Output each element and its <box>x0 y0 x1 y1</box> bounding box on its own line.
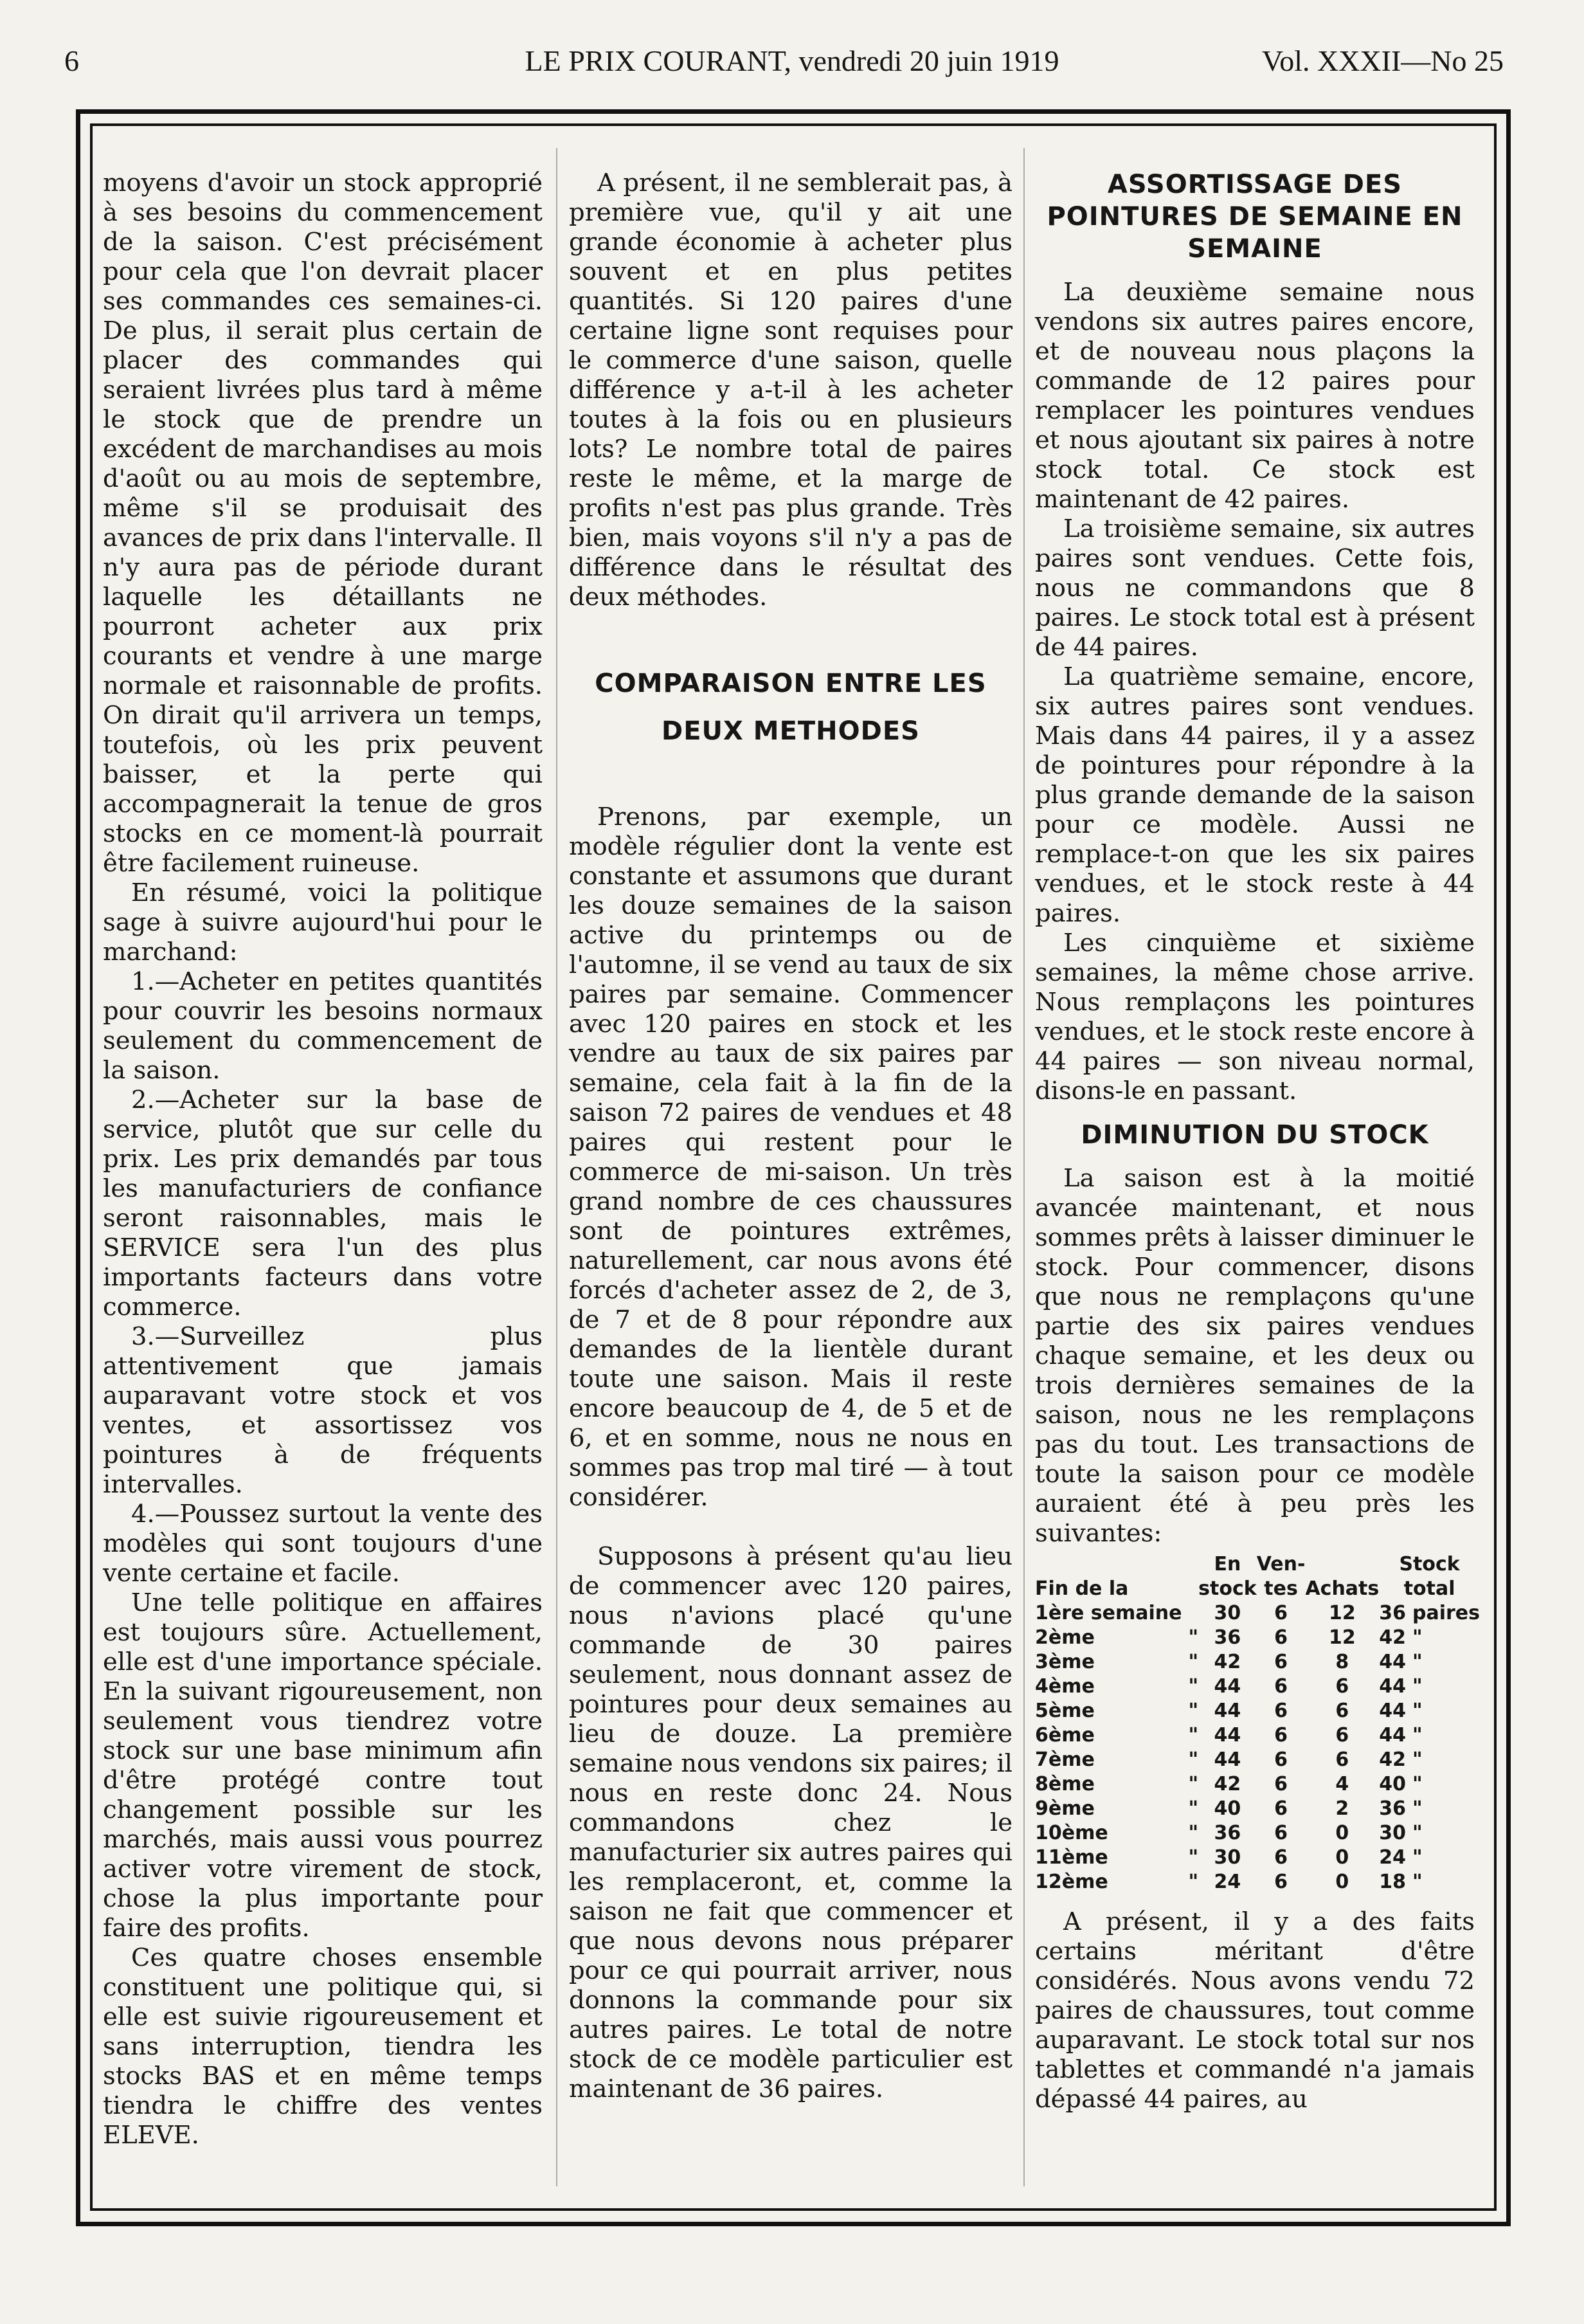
ditto-mark: " <box>1188 1626 1199 1649</box>
volume-number: Vol. XXXII—No 25 <box>1261 44 1504 77</box>
row-label: 7ème <box>1035 1748 1095 1771</box>
table-row <box>1035 1821 1480 1846</box>
purchases-cell: 0 <box>1335 1871 1349 1893</box>
sales-cell: 6 <box>1274 1748 1288 1771</box>
purchases-cell: 12 <box>1328 1626 1356 1649</box>
table-header: Ven- <box>1256 1553 1306 1575</box>
page-title: LE PRIX COURANT, vendredi 20 juin 1919 <box>525 44 1059 77</box>
row-label: 4ème <box>1035 1675 1095 1698</box>
unit-cell: " <box>1412 1748 1423 1771</box>
section-heading: COMPARAISON ENTRE LES DEUX METHODES <box>595 669 987 746</box>
unit-cell: paires <box>1412 1602 1480 1624</box>
column-3 <box>1035 168 1480 2114</box>
stock-cell: 36 <box>1214 1626 1241 1649</box>
sales-cell: 6 <box>1274 1626 1288 1649</box>
row-label: 8ème <box>1035 1773 1095 1795</box>
column-1 <box>103 168 543 2150</box>
ditto-mark: " <box>1188 1846 1199 1869</box>
unit-cell: " <box>1412 1700 1423 1722</box>
table-header: Stock <box>1399 1553 1460 1575</box>
ditto-mark: " <box>1188 1700 1199 1722</box>
paragraph: La deuxième semaine nous vendons six autres paires encore, et de nouveau nous plaçons la commande de 12 paires pour remplacer les pointures vendues et nous ajoutant six paires à notre stock total. Ce stock est maintenant de 42 paires. <box>1035 278 1475 514</box>
ditto-mark: " <box>1188 1797 1199 1820</box>
row-label: 6ème <box>1035 1724 1095 1747</box>
sales-cell: 6 <box>1274 1846 1288 1869</box>
table-row <box>1035 1797 1480 1821</box>
row-label: 12ème <box>1035 1871 1108 1893</box>
purchases-cell: 0 <box>1335 1822 1349 1844</box>
table-row <box>1035 1699 1480 1723</box>
sales-cell: 6 <box>1274 1797 1288 1820</box>
unit-cell: " <box>1412 1846 1423 1869</box>
list-item: 4.—Poussez surtout la vente des modèles qui sont toujours d'une vente certaine et facile. <box>103 1500 543 1588</box>
ditto-mark: " <box>1188 1871 1199 1893</box>
ditto-mark: " <box>1188 1651 1199 1673</box>
purchases-cell: 6 <box>1335 1724 1349 1747</box>
unit-cell: " <box>1412 1871 1423 1893</box>
total-cell: 36 <box>1379 1797 1406 1820</box>
table-row <box>1035 1675 1480 1699</box>
row-label: 5ème <box>1035 1700 1095 1722</box>
table-row <box>1035 1601 1480 1626</box>
row-label: 1ère semaine <box>1035 1602 1182 1624</box>
purchases-cell: 12 <box>1328 1602 1356 1624</box>
stock-cell: 30 <box>1214 1602 1241 1624</box>
row-label: 10ème <box>1035 1822 1108 1844</box>
sales-cell: 6 <box>1274 1602 1288 1624</box>
table-header: stock <box>1198 1577 1257 1600</box>
table-row <box>1035 1870 1480 1894</box>
table-header: Achats <box>1305 1577 1380 1600</box>
total-cell: 40 <box>1379 1773 1406 1795</box>
paragraph: Une telle politique en affaires est toujours sûre. Actuellement, elle est d'une importance spéciale. En la suivant rigoureusement, non seulement vous tiendrez votre stock sur une base minimum afin d'être protégé contre tout changement possible sur les marchés, mais aussi vous pourrez activer votre virement de stock, chose la plus importante pour faire des profits. <box>103 1588 543 1943</box>
paragraph: A présent, il y a des faits certains méritant d'être considérés. Nous avons vendu 72 paires de chaussures, tout comme auparavant. Le stock total sur nos tablettes et commandé n'a jamais dépassé 44 paires, au <box>1035 1907 1475 2114</box>
unit-cell: " <box>1412 1822 1423 1844</box>
paragraph: Prenons, par exemple, un modèle régulier dont la vente est constante et assumons que durant les douze semaines de la saison active du printemps ou de l'automne, il se vend au taux de six paires par semaine. Commencer avec 120 paires en stock et les vendre au taux de six paires par semaine, cela fait à la fin de la saison 72 paires de vendues et 48 paires qui restent pour le commerce de mi-saison. Un très grand nombre de ces chaussures sont de pointures extrêmes, naturellement, car nous avons été forcés d'acheter assez de 2, de 3, de 7 et de 8 pour répondre aux demandes de la lientèle durant toute une saison. Mais il reste encore beaucoup de 4, de 5 et de 6, et en somme, nous ne nous en sommes pas trop mal tiré — à tout considérer. <box>569 803 1013 1512</box>
paragraph: En résumé, voici la politique sage à suivre aujourd'hui pour le marchand: <box>103 878 543 967</box>
paragraph: Supposons à présent qu'au lieu de commencer avec 120 paires, nous n'avions placé qu'une commande de 30 paires seulement, nous donnant assez de pointures pour deux semaines au lieu de douze. La première semaine nous vendons six paires; il nous en reste donc 24. Nous commandons chez le manufacturier six autres paires qui les remplaceront, et, comme la saison ne fait que commencer et que nous devons nous préparer pour ce qui pourrait arriver, nous donnons la commande pour six autres paires. Le total de notre stock de ce modèle particulier est maintenant de 36 paires. <box>569 1542 1013 2103</box>
purchases-cell: 6 <box>1335 1748 1349 1771</box>
running-head <box>0 39 1584 84</box>
table-header <box>1035 1552 1182 1577</box>
stock-cell: 42 <box>1214 1773 1241 1795</box>
table-row <box>1035 1650 1480 1675</box>
row-label: 3ème <box>1035 1651 1095 1673</box>
row-label: 9ème <box>1035 1797 1095 1820</box>
stock-cell: 44 <box>1214 1748 1241 1771</box>
row-label: 2ème <box>1035 1626 1095 1649</box>
stock-cell: 40 <box>1214 1797 1241 1820</box>
column-divider <box>1023 148 1025 2186</box>
paragraph: La saison est à la moitié avancée maintenant, et nous sommes prêts à laisser diminuer le stock. Pour commencer, disons que nous ne remplaçons qu'une partie des six paires vendues chaque semaine, et les deux ou trois dernières semaines de la saison, nous ne les remplaçons pas du tout. Les transactions de toute la saison pour ce modèle auraient été à peu près les suivantes: <box>1035 1164 1475 1548</box>
purchases-cell: 4 <box>1335 1773 1349 1795</box>
stock-cell: 24 <box>1214 1871 1241 1893</box>
table-header <box>1182 1552 1199 1577</box>
stock-cell: 44 <box>1214 1700 1241 1722</box>
paragraph: La troisième semaine, six autres paires sont vendues. Cette fois, nous ne commandons que 8 paires. Le stock total est à présent de 44 paires. <box>1035 514 1475 662</box>
paragraph: Les cinquième et sixième semaines, la même chose arrive. Nous remplaçons les pointures vendues, et le stock reste encore à 44 paires — son niveau normal, disons-le en passant. <box>1035 929 1475 1105</box>
paragraph: A présent, il ne semblerait pas, à première vue, qu'il y ait une grande économie à acheter plus souvent et en plus petites quantités. Si 120 paires d'une certaine ligne sont requises pour le commerce d'une saison, quelle différence y a-t-il à les acheter toutes à la fois ou en plusieurs lots? Le nombre total de paires reste le même, et la marge de profits n'est pas plus grande. Très bien, mais voyons s'il n'y a pas de différence dans le résultat des deux méthodes. <box>569 168 1013 612</box>
stock-table <box>1035 1552 1480 1894</box>
unit-cell: " <box>1412 1675 1423 1698</box>
paragraph: La quatrième semaine, encore, six autres paires sont vendues. Mais dans 44 paires, il y a assez de pointures pour répondre à la plus grande demande de la saison pour ce modèle. Aussi ne remplace-t-on que les six paires vendues, et le stock reste à 44 paires. <box>1035 662 1475 928</box>
sales-cell: 6 <box>1274 1871 1288 1893</box>
unit-cell: " <box>1412 1626 1423 1649</box>
sales-cell: 6 <box>1274 1773 1288 1795</box>
paragraph: moyens d'avoir un stock approprié à ses besoins du commencement de la saison. C'est précisément pour cela que l'on devrait placer ses commandes ces semaines-ci. De plus, il serait plus certain de placer des commandes qui seraient livrées plus tard à même le stock que de prendre un excédent de marchandises au mois d'août ou au mois de septembre, même s'il se produisait des avances de prix dans l'intervalle. Il n'y aura pas de période durant laquelle les détaillants ne pourront acheter aux prix courants et vendre à une marge normale et raisonnable de profits. On dirait qu'il arrivera un temps, toutefois, où les prix peuvent baisser, et la perte qui accompagnerait la tenue de gros stocks en ce moment-là pourrait être facilement ruineuse. <box>103 168 543 878</box>
total-cell: 44 <box>1379 1675 1406 1698</box>
total-cell: 44 <box>1379 1700 1406 1722</box>
table-header: total <box>1403 1577 1455 1600</box>
purchases-cell: 6 <box>1335 1675 1349 1698</box>
list-item: 2.—Acheter sur la base de service, plutôt que sur celle du prix. Les prix demandés par tous les manufacturiers de confiance seront raisonnables, mais le SERVICE sera l'un des plus importants facteurs dans votre commerce. <box>103 1085 543 1321</box>
table-row <box>1035 1772 1480 1797</box>
table-row <box>1035 1748 1480 1772</box>
stock-cell: 36 <box>1214 1822 1241 1844</box>
table-row <box>1035 1846 1480 1870</box>
table-header: Fin de la <box>1035 1577 1129 1600</box>
section-heading: ASSORTISSAGE DES POINTURES DE SEMAINE EN SEMAINE <box>1047 170 1463 264</box>
page-number: 6 <box>64 44 79 77</box>
table-header: En <box>1214 1553 1241 1575</box>
unit-cell: " <box>1412 1651 1423 1673</box>
total-cell: 44 <box>1379 1724 1406 1747</box>
ditto-mark: " <box>1188 1675 1199 1698</box>
ditto-mark: " <box>1188 1773 1199 1795</box>
ditto-mark <box>1182 1601 1199 1626</box>
total-cell: 42 <box>1379 1626 1406 1649</box>
purchases-cell: 8 <box>1335 1651 1349 1673</box>
column-2 <box>569 168 1013 2104</box>
purchases-cell: 0 <box>1335 1846 1349 1869</box>
column-divider <box>556 148 557 2186</box>
paragraph: Ces quatre choses ensemble constituent une politique qui, si elle est suivie rigoureusement et sans interruption, tiendra les stocks BAS et en même temps tiendra le chiffre des ventes ELEVE. <box>103 1943 543 2150</box>
sales-cell: 6 <box>1274 1724 1288 1747</box>
table-header-row-top <box>1035 1552 1480 1577</box>
table-header-row <box>1035 1577 1480 1601</box>
sales-cell: 6 <box>1274 1651 1288 1673</box>
sales-cell: 6 <box>1274 1675 1288 1698</box>
purchases-cell: 6 <box>1335 1700 1349 1722</box>
table-row <box>1035 1723 1480 1748</box>
table-header: tes <box>1264 1577 1298 1600</box>
list-item: 1.—Acheter en petites quantités pour couvrir les besoins normaux seulement du commencement de la saison. <box>103 967 543 1085</box>
total-cell: 44 <box>1379 1651 1406 1673</box>
table-row <box>1035 1626 1480 1650</box>
table-header <box>1182 1577 1199 1601</box>
ditto-mark: " <box>1188 1724 1199 1747</box>
sales-cell: 6 <box>1274 1822 1288 1844</box>
stock-cell: 42 <box>1214 1651 1241 1673</box>
total-cell: 18 <box>1379 1871 1406 1893</box>
stock-cell: 44 <box>1214 1724 1241 1747</box>
purchases-cell: 2 <box>1335 1797 1349 1820</box>
table-header <box>1305 1552 1379 1577</box>
row-label: 11ème <box>1035 1846 1108 1869</box>
total-cell: 24 <box>1379 1846 1406 1869</box>
total-cell: 30 <box>1379 1822 1406 1844</box>
ditto-mark: " <box>1188 1748 1199 1771</box>
sales-cell: 6 <box>1274 1700 1288 1722</box>
section-heading: DIMINUTION DU STOCK <box>1081 1120 1429 1150</box>
unit-cell: " <box>1412 1724 1423 1747</box>
ditto-mark: " <box>1188 1822 1199 1844</box>
stock-cell: 44 <box>1214 1675 1241 1698</box>
total-cell: 36 <box>1379 1602 1406 1624</box>
total-cell: 42 <box>1379 1748 1406 1771</box>
list-item: 3.—Surveillez plus attentivement que jamais auparavant votre stock et vos ventes, et assortissez vos pointures à de fréquents intervalles. <box>103 1322 543 1499</box>
unit-cell: " <box>1412 1797 1423 1820</box>
stock-cell: 30 <box>1214 1846 1241 1869</box>
unit-cell: " <box>1412 1773 1423 1795</box>
